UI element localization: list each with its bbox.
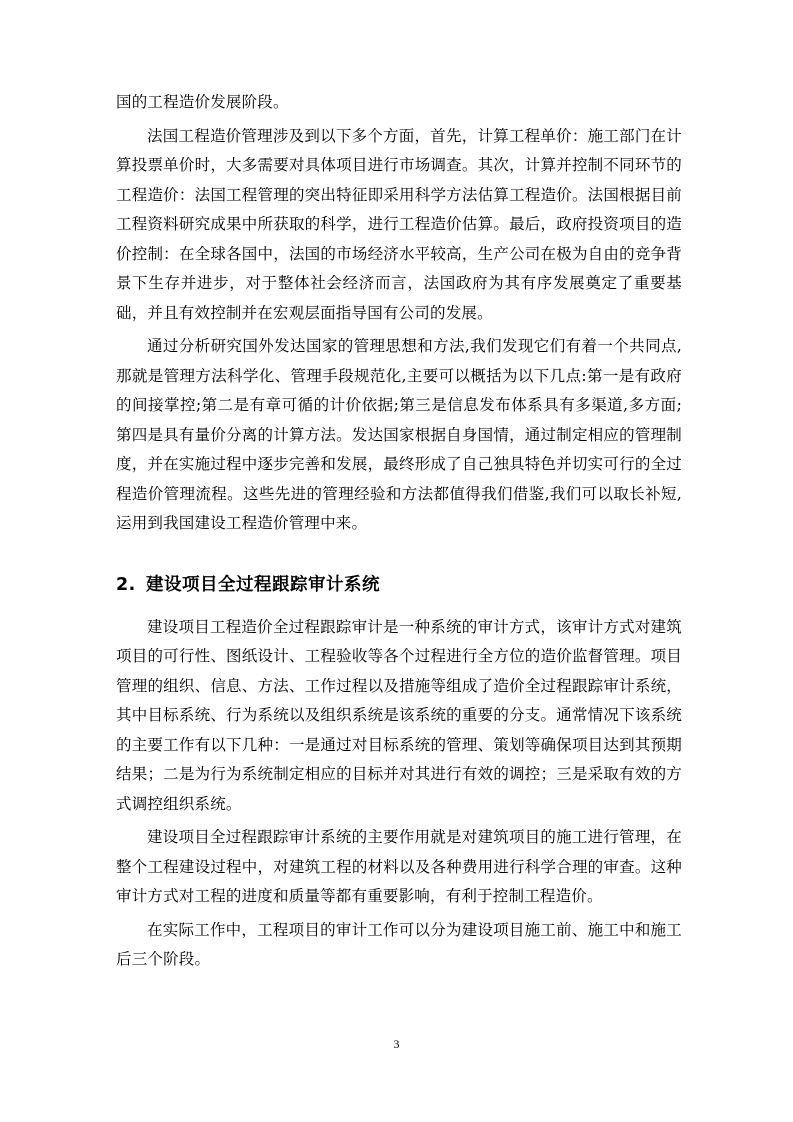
paragraph-audit-definition: 建设项目工程造价全过程跟踪审计是一种系统的审计方式，该审计方式对建筑项目的可行性、图纸设计、工程验收等各个过程进行全方位的造价监督管理。项目管理的组织、信息、方法、工作过程以及措施等组成了造价全过程跟踪审计系统，其中目标系统、行为系统以及组织系统是该系统的重要的分支。通常情况下该系统的主要工作有以下几种：一是通过对目标系统的管理、策划等确保项目达到其预期结果；二是为行为系统制定相应的目标并对其进行有效的调控；三是采取有效的方式调控组织系统。 <box>116 617 682 813</box>
section-heading <box>116 539 682 613</box>
paragraph-france-cost-management: 法国工程造价管理涉及到以下多个方面，首先，计算工程单价：施工部门在计算投票单价时，大多需要对具体项目进行市场调查。其次，计算并控制不同环节的工程造价：法国工程管理的突出特征即采用科学方法估算工程造价。法国根据目前工程资料研究成果中所获取的科学，进行工程造价估算。最后，政府投资项目的造价控制：在全球各国中，法国的市场经济水平较高，生产公司在极为自由的竞争背景下生存并进步，对于整体社会经济而言，法国政府为其有序发展奠定了重要基础，并且有效控制并在宏观层面指导国有公司的发展。 <box>116 126 682 322</box>
page-body <box>116 88 682 975</box>
page-number: 3 <box>393 1037 400 1051</box>
paragraph-audit-stages: 在实际工作中，工程项目的审计工作可以分为建设项目施工前、施工中和施工后三个阶段。 <box>116 920 682 968</box>
paragraph-continuation: 国的工程造价发展阶段。 <box>116 93 289 111</box>
section-title: 建设项目全过程跟踪审计系统 <box>146 574 380 595</box>
paragraph-audit-role: 建设项目全过程跟踪审计系统的主要作用就是对建筑项目的施工进行管理，在整个工程建设过程中，对建筑工程的材料以及各种费用进行科学合理的审查。这种审计方式对工程的进度和质量等都有重要影响，有利于控制工程造价。 <box>116 828 682 905</box>
paragraph-foreign-experience: 通过分析研究国外发达国家的管理思想和方法,我们发现它们有着一个共同点,那就是管理方法科学化、管理手段规范化,主要可以概括为以下几点:第一是有政府的间接掌控;第二是有章可循的计价依据;第三是信息发布体系具有多渠道,多方面;第四是具有量价分离的计算方法。发达国家根据自身国情，通过制定相应的管理制度，并在实施过程中逐步完善和发展，最终形成了自己独具特色并切实可行的全过程造价管理流程。这些先进的管理经验和方法都值得我们借鉴,我们可以取长补短,运用到我国建设工程造价管理中来。 <box>116 337 682 532</box>
section-number: 2. <box>116 574 136 595</box>
